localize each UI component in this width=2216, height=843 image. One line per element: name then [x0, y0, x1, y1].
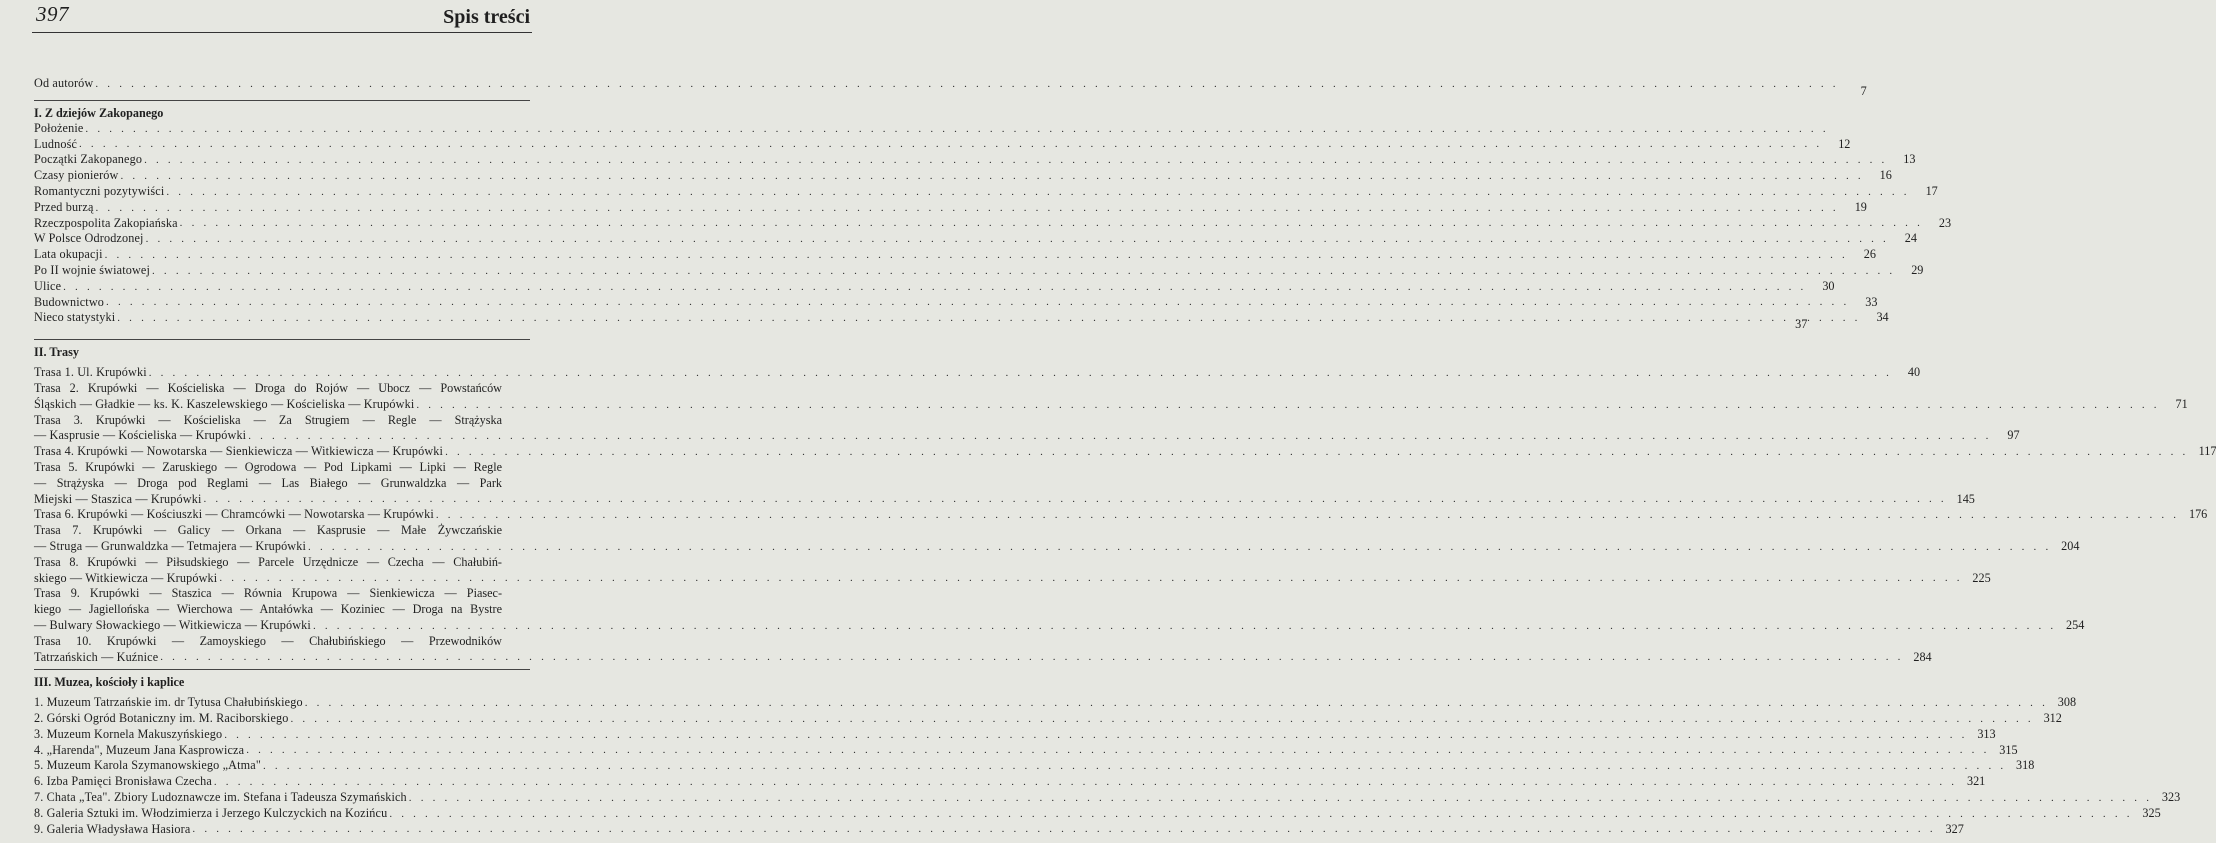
toc-entry	[34, 231, 1917, 247]
toc-entry-title: Położenie	[34, 120, 84, 135]
toc-entry	[34, 617, 2085, 634]
toc-entry-title: 3. Muzeum Kornela Makuszyńskiego	[34, 726, 223, 741]
toc-entry-line: Trasa 2. Krupówki — Kościeliska — Droga do Rojów — Ubocz — Powstańców	[34, 380, 502, 395]
toc-entry-line: Trasa 3. Krupówki — Kościeliska — Za Strugiem — Regle — Strążyska	[34, 412, 502, 427]
toc-entry-title: 1. Muzeum Tatrzańskie im. dr Tytusa Chałubińskiego	[34, 695, 303, 710]
toc-entry	[34, 507, 2208, 523]
toc-entry-title: 9. Galeria Władysława Hasiora	[34, 821, 191, 836]
toc-entry	[34, 278, 1835, 295]
leader-dots	[224, 728, 1967, 743]
toc-entry-title: — Bulwary Słowackiego — Witkiewicza — Krupówki	[34, 617, 311, 632]
toc-entry	[34, 215, 1952, 232]
leader-dots	[117, 311, 1860, 326]
toc-entry-title: Ludność	[34, 136, 78, 151]
toc-entry-page: 313	[1977, 726, 1996, 741]
toc-entry	[34, 491, 1975, 508]
section-title-2: II. Trasy	[34, 345, 79, 360]
leader-dots	[436, 508, 2179, 523]
toc-entry-page: 284	[1913, 649, 1932, 664]
toc-entry	[34, 805, 2161, 822]
toc-entry	[34, 428, 2020, 444]
toc-entry-page: 71	[2175, 396, 2188, 411]
toc-entry-page: 30	[1822, 278, 1835, 293]
toc-entry-page: 24	[1904, 231, 1917, 246]
leader-dots	[409, 791, 2152, 806]
toc-entry-title: — Kasprusie — Kościeliska — Krupówki	[34, 428, 247, 443]
toc-entry-page: 97	[2007, 428, 2020, 443]
toc-entry-line: Trasa 5. Krupówki — Zaruskiego — Ogrodowa — Pod Lipkami — Lipki — Regle	[34, 459, 502, 474]
toc-entry	[34, 168, 1892, 184]
section-divider	[34, 100, 530, 101]
leader-dots	[146, 232, 1889, 247]
leader-dots	[308, 540, 2051, 555]
toc-entry-line: Trasa 9. Krupówki — Staszica — Równia Krupowa — Sienkiewicza — Piasec-	[34, 586, 502, 601]
leader-dots	[95, 77, 1838, 92]
toc-entry-title: Od autorów	[34, 76, 94, 90]
toc-entry	[34, 790, 2181, 806]
leader-dots	[106, 295, 1849, 310]
toc-entry-title: Przed burzą	[34, 199, 94, 214]
toc-entry-title: 2. Górski Ogród Botaniczny im. M. Raciborskiego	[34, 711, 289, 726]
toc-entry-title: Ulice	[34, 278, 62, 293]
toc-entry-page: 145	[1956, 491, 1975, 506]
toc-entry-page: 176	[2188, 507, 2208, 522]
leader-dots	[96, 201, 1839, 216]
section-title-1: I. Z dziejów Zakopanego	[34, 105, 164, 120]
leader-dots	[180, 216, 1923, 231]
section-divider	[34, 339, 530, 340]
leader-dots	[63, 280, 1806, 295]
leader-dots	[144, 153, 1887, 168]
toc-entry	[34, 262, 1924, 279]
toc-entry-title: skiego — Witkiewicza — Krupówki	[34, 570, 218, 585]
toc-entry-title: 4. „Harenda", Muzeum Jana Kasprowicza	[34, 742, 245, 757]
leader-dots	[152, 264, 1895, 279]
toc-entry-page: 323	[2161, 790, 2181, 805]
leader-dots	[305, 696, 2048, 711]
toc-entry-page: 318	[2016, 758, 2035, 773]
toc-entry-page: 23	[1938, 215, 1952, 230]
toc-entry-title: Tatrzańskich — Kuźnice	[34, 649, 159, 664]
toc-entry	[34, 294, 1878, 311]
table-of-contents	[34, 76, 2216, 837]
toc-entry-title: Miejski — Staszica — Krupówki	[34, 491, 202, 506]
toc-entry	[34, 742, 2018, 759]
toc-entry-page: 308	[2057, 695, 2077, 710]
toc-entry-page: 321	[1966, 774, 1986, 789]
toc-entry-line: kiego — Jagiellońska — Wierchowa — Antałówka — Koziniec — Droga na Bystre	[34, 602, 502, 617]
toc-entry	[34, 726, 1996, 743]
toc-entry-line: Trasa 10. Krupówki — Zamoyskiego — Chałubińskiego — Przewodników	[34, 633, 502, 648]
toc-entry	[34, 365, 1921, 381]
leader-dots	[416, 398, 2159, 413]
toc-entry	[34, 711, 2062, 727]
toc-entry-title: Śląskich — Gładkie — ks. K. Kaszelewskiego — Kościeliska — Krupówki	[34, 396, 415, 411]
page-number: 397	[36, 2, 69, 26]
toc-entry	[34, 396, 2188, 413]
toc-entry	[34, 649, 1932, 666]
header-divider	[32, 32, 532, 33]
toc-entry-line: Trasa 8. Krupówki — Piłsudskiego — Parcele Urzędnicze — Czecha — Chałubiń-	[34, 554, 502, 569]
toc-entry-page: 325	[2142, 805, 2161, 820]
toc-entry	[34, 136, 1851, 153]
leader-dots	[192, 822, 1935, 837]
toc-entry-title: Po II wojnie światowej	[34, 262, 151, 277]
toc-entry-title: W Polsce Odrodzonej	[34, 231, 144, 246]
toc-entry-page: 29	[1911, 262, 1924, 277]
leader-dots	[204, 492, 1947, 507]
section-divider	[34, 669, 530, 670]
toc-entry-page: 13	[1903, 152, 1916, 167]
toc-entry-page: 312	[2043, 711, 2062, 726]
toc-entry-page: 204	[2061, 538, 2080, 553]
toc-entry	[34, 247, 1876, 263]
toc-entry-title: Romantyczni pozytywiści	[34, 183, 165, 198]
toc-entry	[34, 152, 1916, 168]
leader-dots	[445, 445, 2188, 460]
toc-entry-intro	[34, 76, 1867, 98]
toc-entry-page: 17	[1925, 183, 1938, 198]
toc-entry-title: Trasa 1. Ul. Krupówki	[34, 365, 147, 380]
toc-entry-page: 225	[1972, 570, 1991, 585]
toc-entry	[34, 821, 1964, 838]
toc-entry-title: 5. Muzeum Karola Szymanowskiego „Atma"	[34, 758, 261, 773]
toc-entry	[34, 570, 1991, 587]
toc-entry-page: 33	[1865, 294, 1878, 309]
toc-entry	[34, 774, 1986, 790]
leader-dots	[248, 429, 1991, 444]
toc-entry	[34, 695, 2077, 711]
toc-entry-title: Nieco statystyki	[34, 310, 116, 325]
toc-entry	[34, 758, 2035, 774]
leader-dots	[160, 650, 1903, 665]
toc-entry-page: 254	[2066, 617, 2085, 632]
leader-dots	[246, 743, 1989, 758]
page-title: Spis treści	[443, 6, 530, 28]
toc-entry-page: 37	[1795, 317, 1808, 332]
section-title-3: III. Muzea, kościoły i kaplice	[34, 675, 185, 690]
toc-entry	[34, 444, 2216, 460]
toc-entry-line: — Strążyska — Droga pod Reglami — Las Białego — Grunwaldzka — Park	[34, 475, 502, 490]
leader-dots	[105, 248, 1848, 263]
toc-entry-page: 327	[1945, 821, 1964, 836]
leader-dots	[79, 137, 1822, 152]
toc-entry-page: 26	[1863, 247, 1876, 262]
toc-entry-page: 117	[2198, 444, 2216, 459]
leader-dots	[291, 712, 2034, 727]
toc-entry-title: 8. Galeria Sztuki im. Włodzimierza i Jerzego Kulczyckich na Kozińcu	[34, 805, 388, 820]
leader-dots	[149, 366, 1892, 381]
toc-entry-page: 12	[1838, 136, 1851, 151]
toc-entry-title: Lata okupacji	[34, 247, 103, 262]
toc-entry-page: 315	[1999, 742, 2018, 757]
toc-entry-title: Budownictwo	[34, 294, 105, 309]
toc-entry	[34, 199, 1867, 216]
leader-dots	[121, 169, 1864, 184]
leader-dots	[166, 185, 1909, 200]
leader-dots	[263, 759, 2006, 774]
toc-entry-title: Rzeczpospolita Zakopiańska	[34, 215, 178, 230]
toc-entry-page: 19	[1854, 199, 1867, 214]
toc-entry-page: 16	[1879, 168, 1892, 183]
leader-dots	[214, 775, 1957, 790]
toc-entry-page: 40	[1907, 365, 1921, 380]
leader-dots	[219, 571, 1962, 586]
toc-entry-title: 7. Chata „Tea". Zbiory Ludoznawcze im. Stefana i Tadeusza Szymańskich	[34, 790, 407, 805]
toc-entry-title: Czasy pionierów	[34, 168, 119, 183]
toc-entry-title: 6. Izba Pamięci Bronisława Czecha	[34, 774, 212, 789]
toc-entry	[34, 183, 1938, 200]
toc-entry-title: Trasa 4. Krupówki — Nowotarska — Sienkiewicza — Witkiewicza — Krupówki	[34, 444, 444, 459]
leader-dots	[85, 122, 1828, 137]
toc-entry-title: — Struga — Grunwaldzka — Tetmajera — Krupówki	[34, 538, 307, 553]
toc-entry	[34, 538, 2080, 555]
leader-dots	[389, 807, 2132, 822]
toc-entry-title: Trasa 6. Krupówki — Kościuszki — Chramcówki — Nowotarska — Krupówki	[34, 507, 434, 522]
toc-entry-page: 34	[1876, 310, 1889, 325]
leader-dots	[313, 619, 2056, 634]
toc-entry-line: Trasa 7. Krupówki — Galicy — Orkana — Kasprusie — Małe Żywczańskie	[34, 523, 502, 538]
toc-entry	[34, 121, 530, 137]
toc-entry-title: Początki Zakopanego	[34, 152, 143, 167]
toc-entry-page: 7	[1860, 84, 1867, 98]
